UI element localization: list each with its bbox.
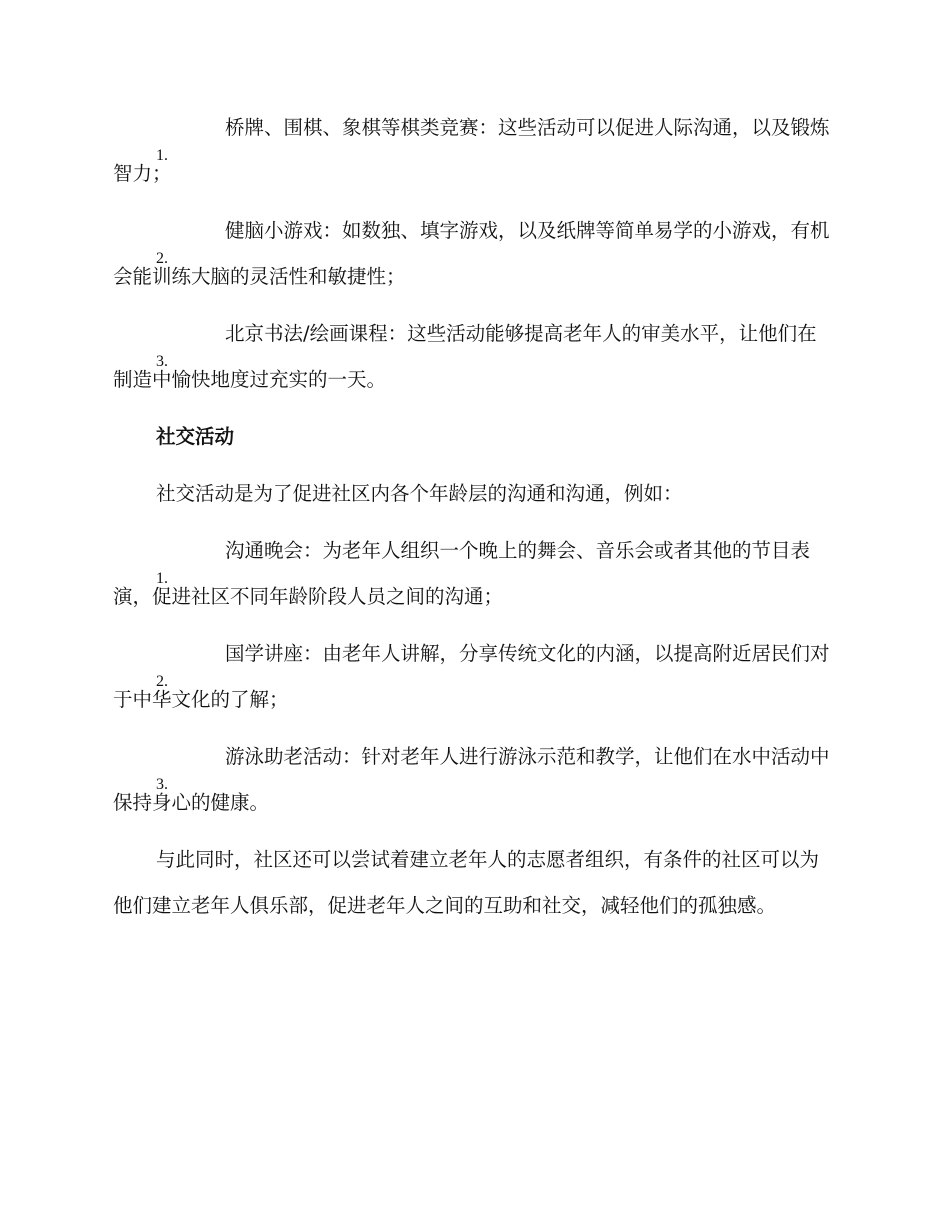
list-item-text: 健脑小游戏：如数独、填字游戏，以及纸牌等简单易学的小游戏，有机会能训练大脑的灵活性和敏捷性； [113,219,830,288]
list-number: 1. [156,147,168,164]
list-number: 1. [156,570,168,587]
list-item [113,208,833,300]
list-item [113,311,833,403]
list-item-text: 北京书法/绘画课程：这些活动能够提高老年人的审美水平，让他们在制造中愉快地度过充实的一天。 [113,322,817,391]
section-heading: 社交活动 [156,425,235,448]
list-number: 2. [156,250,168,267]
list-number: 3. [156,776,168,793]
list-item-text: 游泳助老活动：针对老年人进行游泳示范和教学，让他们在水中活动中保持身心的健康。 [113,745,830,814]
list-item-text: 沟通晚会：为老年人组织一个晚上的舞会、音乐会或者其他的节目表演，促进社区不同年龄阶段人员之间的沟通； [113,539,811,608]
list-item-text: 国学讲座：由老年人讲解，分享传统文化的内涵，以提高附近居民们对于中华文化的了解； [113,642,830,711]
intro-paragraph: 社交活动是为了促进社区内各个年龄层的沟通和沟通，例如： [156,482,683,505]
document-body [113,105,833,940]
closing-paragraph: 与此同时，社区还可以尝试着建立老年人的志愿者组织，有条件的社区可以为他们建立老年人俱乐部，促进老年人之间的互助和社交，减轻他们的孤独感。 [113,848,820,917]
list-item [113,105,833,197]
list-item [113,528,833,620]
list-item-text: 桥牌、围棋、象棋等棋类竞赛：这些活动可以促进人际沟通，以及锻炼智力； [113,116,830,185]
list-number: 2. [156,673,168,690]
list-item [113,734,833,826]
list-item [113,631,833,723]
list-number: 3. [156,353,168,370]
